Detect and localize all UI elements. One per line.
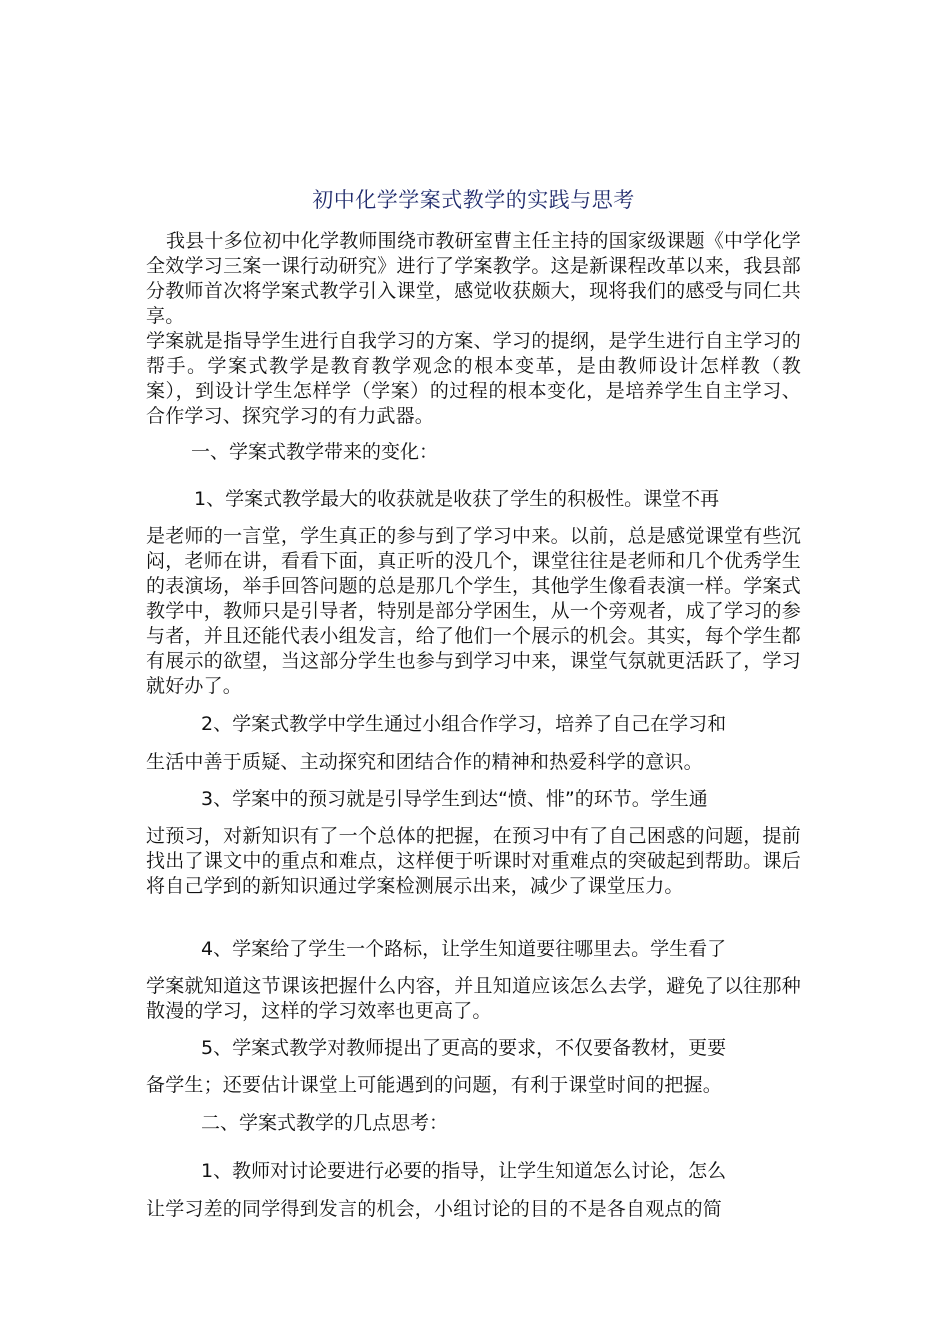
intro-paragraph-2: 学案就是指导学生进行自我学习的方案、学习的提纲，是学生进行自主学习的帮手。学案式教学是教育教学观念的根本变革，是由教师设计怎样教（教案），到设计学生怎样学（学案）的过程的根本变化，是培养学生自主学习、合作学习、探究学习的有力武器。 bbox=[146, 330, 801, 427]
section-2-item-1-body: 让学习差的同学得到发言的机会，小组讨论的目的不是各自观点的简 bbox=[146, 1198, 723, 1220]
section-1-item-5-first-line: 5、学案式教学对教师提出了更高的要求，不仅要备教材，更要 bbox=[201, 1037, 727, 1059]
section-2-item-1-first-line: 1、教师对讨论要进行必要的指导，让学生知道怎么讨论，怎么 bbox=[201, 1160, 727, 1182]
section-1-item-5-body: 备学生；还要估计课堂上可能遇到的问题，有利于课堂时间的把握。 bbox=[146, 1074, 723, 1096]
section-1-item-3-first-line: 3、学案中的预习就是引导学生到达“愤、悱”的环节。学生通 bbox=[201, 788, 708, 810]
section-1-item-1-first-line: 1、学案式教学最大的收获就是收获了学生的积极性。课堂不再 bbox=[194, 488, 720, 510]
intro-paragraph-1: 我县十多位初中化学教师围绕市教研室曹主任主持的国家级课题《中学化学全效学习三案一课行动研究》进行了学案教学。这是新课程改革以来，我县部分教师首次将学案式教学引入课堂，感觉收获颇大，现将我们的感受与同仁共享。 bbox=[146, 230, 801, 327]
section-1-item-3-body: 过预习，对新知识有了一个总体的把握，在预习中有了自己困惑的问题，提前找出了课文中的重点和难点，这样便于听课时对重难点的突破起到帮助。课后将自己学到的新知识通过学案检测展示出来，减少了课堂压力。 bbox=[146, 825, 801, 897]
section-1-item-1-body: 是老师的一言堂，学生真正的参与到了学习中来。以前，总是感觉课堂有些沉闷，老师在讲，看看下面，真正听的没几个，课堂往往是老师和几个优秀学生的表演场，举手回答问题的总是那几个学生，其他学生像看表演一样。学案式教学中，教师只是引导者，特别是部分学困生，从一个旁观者，成了学习的参与者，并且还能代表小组发言，给了他们一个展示的机会。其实，每个学生都有展示的欲望，当这部分学生也参与到学习中来，课堂气氛就更活跃了，学习就好办了。 bbox=[146, 525, 801, 697]
section-1-heading: 一、学案式教学带来的变化： bbox=[191, 441, 439, 463]
section-1-item-2-body: 生活中善于质疑、主动探究和团结合作的精神和热爱科学的意识。 bbox=[146, 751, 703, 773]
section-2-heading: 二、学案式教学的几点思考： bbox=[201, 1112, 449, 1134]
section-1-item-4-first-line: 4、学案给了学生一个路标，让学生知道要往哪里去。学生看了 bbox=[201, 938, 727, 960]
section-1-item-2-first-line: 2、学案式教学中学生通过小组合作学习，培养了自己在学习和 bbox=[201, 713, 727, 735]
section-1-item-4-body: 学案就知道这节课该把握什么内容，并且知道应该怎么去学，避免了以往那种散漫的学习，这样的学习效率也更高了。 bbox=[146, 975, 801, 1022]
document-title: 初中化学学案式教学的实践与思考 bbox=[312, 188, 635, 212]
